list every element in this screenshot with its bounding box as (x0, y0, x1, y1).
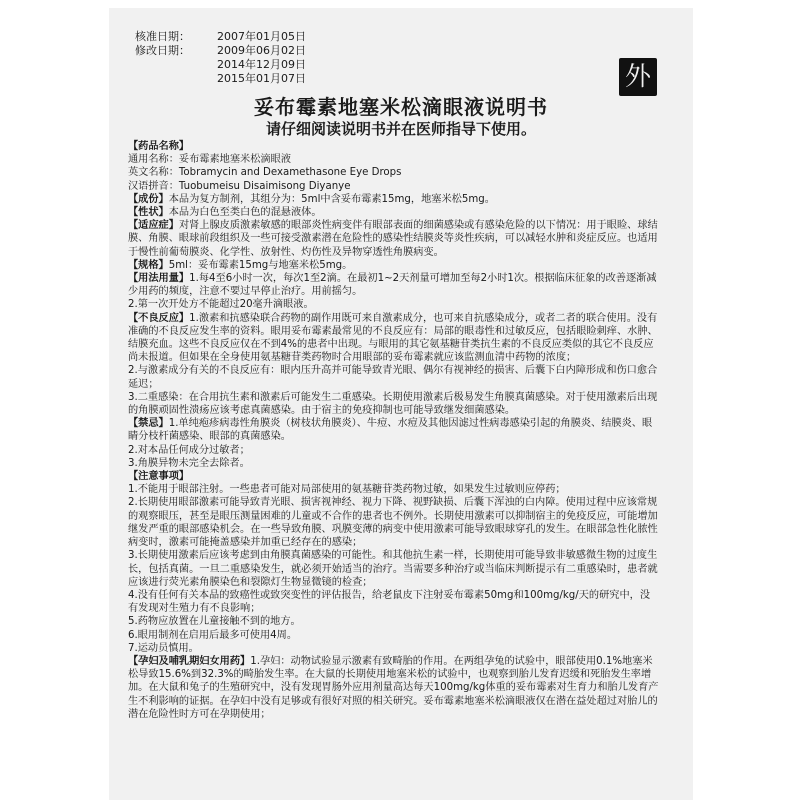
section-heading-adverse: 【不良反应】 (128, 312, 190, 324)
generic-name: 通用名称：妥布霉素地塞米松滴眼液 (128, 154, 291, 166)
contraindications-text: 1.单纯疱疹病毒性角膜炎（树枝状角膜炎）、牛痘、水痘及其他因滤过性病毒感染引起的角膜炎、结膜炎、眼睛分枝杆菌感染、眼部的真菌感染。 (128, 418, 653, 443)
precaution-item: 7.运动员慎用。 (128, 642, 199, 654)
precaution-item: 1.不能用于眼部注射。一些患者可能对局部使用的氨基糖苷类药物过敏，如果发生过敏则应停药； (128, 484, 566, 496)
adverse-item: 2.与激素成分有关的不良反应有：眼内压升高并可能导致青光眼、偶尔有视神经的损害、后囊下白内障形成和伤口愈合延迟； (128, 365, 658, 390)
revision-date-value: 2014年12月09日 (217, 58, 306, 71)
pinyin-name: 汉语拼音：Tuobumeisu Disaimisong Diyanye (128, 180, 351, 192)
adverse-item: 3.二重感染：在合用抗生素和激素后可能发生二重感染。长期使用激素后极易发生角膜真菌感染。对于使用激素后出现的角膜顽固性溃疡应该考虑真菌感染。由于宿主的免疫抑制也可能导致继发细菌感染。 (128, 391, 658, 417)
contraindication-item: 3.角膜异物未完全去除者。 (128, 457, 250, 469)
insert-body (128, 140, 660, 721)
approval-date-label: 核准日期： (135, 30, 190, 43)
revision-date-label: 修改日期： (135, 44, 190, 57)
precaution-item: 4.没有任何有关本品的致癌性或致突变性的评估报告，给老鼠皮下注射妥布霉素50mg和100mg/kg/天的研究中，没有发现对生殖力有不良影响； (128, 589, 651, 615)
section-heading-description: 【性状】 (128, 207, 169, 219)
section-heading-dosage: 【用法用量】 (128, 273, 190, 285)
spec-paragraph (128, 259, 660, 272)
precaution-item: 3.长期使用激素后应该考虑到由角膜真菌感染的可能性。和其他抗生素一样，长期使用可能导致非敏感微生物的过度生长，包括真菌。一旦二重感染发生，就必须开始适当的治疗。当需要多种治疗或当临床判断提示有二重感染时，患者就应该进行荧光素角膜染色和裂隙灯生物显微镜的检查； (128, 550, 658, 588)
description-paragraph (128, 206, 660, 219)
section-heading-composition: 【成份】 (128, 193, 169, 205)
dosage-item: 2.第一次开处方不能超过20毫升滴眼液。 (128, 299, 314, 311)
approval-date-row (135, 30, 306, 44)
indications-paragraph (128, 219, 660, 259)
english-name: 英文名称：Tobramycin and Dexamethasone Eye Drops (128, 167, 402, 179)
indications-text: 对肾上腺皮质激素敏感的眼部炎性病变伴有眼部表面的细菌感染或有感染危险的以下情况：用于眼睑、球结膜、角膜、眼球前段组织及一些可接受激素潜在危险性的感染性结膜炎等炎性疾病，可以减轻水肿和炎症反应。也适用于慢性前葡萄膜炎、化学性、放射性、灼伤性及异物穿透性角膜病变。 (128, 220, 658, 258)
precaution-item: 5.药物应放置在儿童接触不到的地方。 (128, 616, 301, 628)
section-heading-precautions: 【注意事项】 (128, 471, 190, 483)
composition-paragraph (128, 193, 660, 206)
contraindications-paragraph (128, 417, 660, 443)
section-heading-name: 【药品名称】 (128, 141, 190, 152)
contraindication-item: 2.对本品任何成分过敏者； (128, 444, 250, 456)
pregnancy-text: 1.孕妇：动物试验显示激素有致畸胎的作用。在两组孕兔的试验中，眼部使用0.1%地塞米松导致15.6%到32.3%的畸胎发生率。在大鼠的长期使用地塞米松的试验中，也观察到胎儿发育迟缓和死胎发生率增加。在大鼠和兔子的生殖研究中，没有发现胃肠外应用剂量高达每天100mg/kg体重的妥布霉素对生育力和胎儿发育产生不利影响的证据。在孕妇中没有足够或有很好对照的相关研究。妥布霉素地塞米松滴眼液仅在潜在益处超过对胎儿的潜在危险性时方可在孕期使用； (128, 655, 659, 720)
precaution-item: 2.长期使用眼部激素可能导致青光眼、损害视神经、视力下降、视野缺损、后囊下浑浊的白内障。使用过程中应该常规的观察眼压，甚至是眼压测量困难的儿童或不合作的患者也不例外。长期使用激素可以抑制宿主的免疫反应，可能增加继发严重的眼部感染机会。在一些导致角膜、巩膜变薄的病变中使用激素可能导致眼球穿孔的发生。在眼部急性化脓性病变时，激素可能掩盖感染并加重已经存在的感染； (128, 497, 658, 549)
revision-date-row (135, 72, 306, 86)
section-heading-contraindications: 【禁忌】 (128, 418, 169, 430)
revision-date-row (135, 44, 306, 58)
adverse-text: 1.激素和抗感染联合药物的副作用既可来自激素成分，也可来自抗感染成分，或者二者的联合使用。没有准确的不良反应发生率的资料。眼用妥布霉素最常见的不良反应有：局部的眼毒性和过敏反应，包括眼睑刺痒、水肿、结膜充血。这些不良反应仅在不到4%的患者中出现。与眼用的其它氨基糖苷类抗生素的不良反应类似的其它不良反应尚未报道。但如果在全身使用氨基糖苷类药物时合用眼部的妥布霉素就应该监测血清中药物的浓度； (128, 312, 658, 364)
section-heading-pregnancy: 【孕妇及哺乳期妇女用药】 (128, 655, 251, 667)
section-heading-spec: 【规格】 (128, 259, 169, 271)
revision-date-value: 2009年06月02日 (217, 44, 306, 57)
dosage-paragraph (128, 272, 660, 298)
revision-date-value: 2015年01月07日 (217, 72, 306, 85)
document-subtitle: 请仔细阅读说明书并在医师指导下使用。 (265, 120, 536, 138)
package-insert-sheet (109, 8, 693, 800)
precaution-item: 6.眼用制剂在启用后最多可使用4周。 (128, 629, 298, 641)
external-use-badge: 外 (619, 58, 657, 96)
composition-text: 本品为复方制剂，其组分为：5ml中含妥布霉素15mg，地塞米松5mg。 (168, 193, 495, 205)
date-block (135, 30, 306, 86)
approval-date-value: 2007年01月05日 (217, 30, 306, 43)
revision-date-row (135, 58, 306, 72)
dosage-text: 1.每4至6小时一次，每次1至2滴。在最初1~2天剂量可增加至每2小时1次。根据临床征象的改善逐渐减少用药的频度，注意不要过早停止治疗。用前摇匀。 (128, 273, 657, 298)
description-text: 本品为白色至类白色的混悬液体。 (168, 207, 322, 219)
spec-text: 5ml：妥布霉素15mg与地塞米松5mg。 (168, 259, 353, 271)
adverse-paragraph (128, 312, 660, 365)
pregnancy-paragraph (128, 655, 660, 721)
document-title: 妥布霉素地塞米松滴眼液说明书 (254, 95, 548, 119)
section-heading-indications: 【适应症】 (128, 220, 179, 232)
